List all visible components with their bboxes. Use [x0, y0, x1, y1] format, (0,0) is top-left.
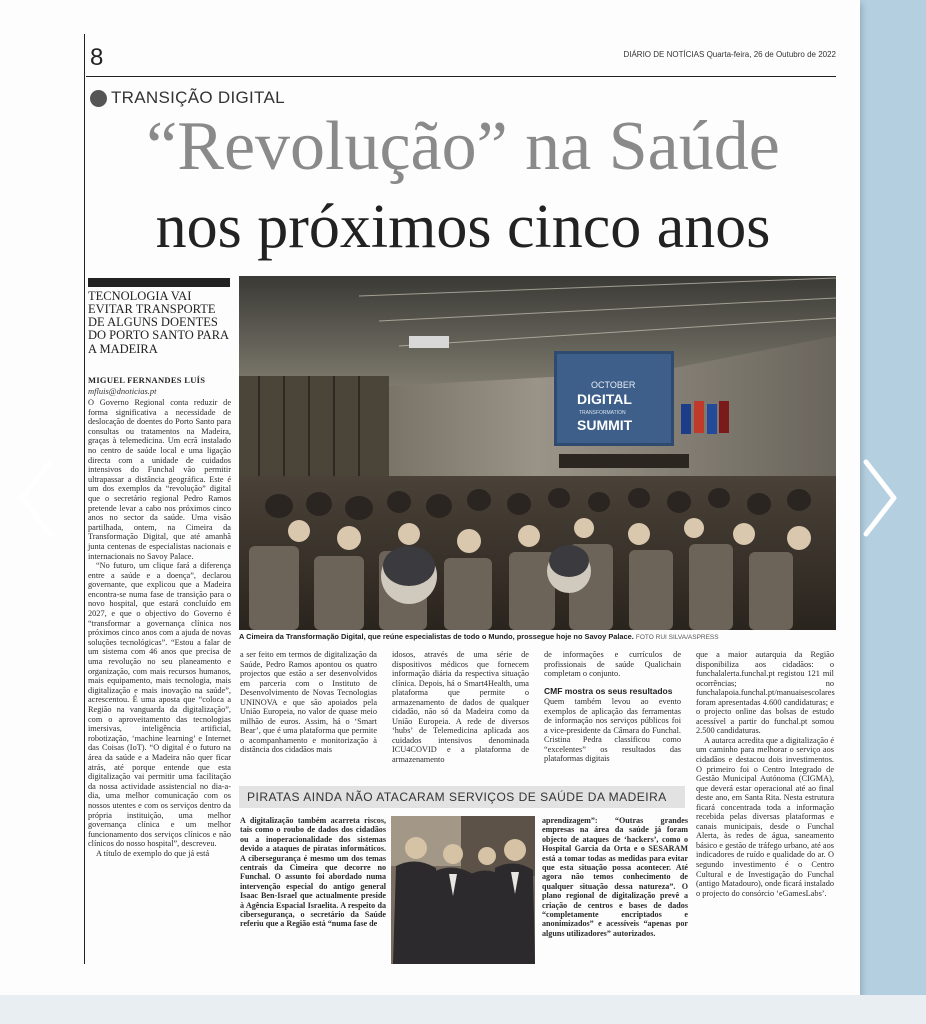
photo-credit: FOTO RUI SILVA/ASPRESS [635, 634, 719, 641]
author-email: mfluis@dnoticias.pt [88, 386, 157, 396]
sidebar-box-column-1: A digitalização também acarreta riscos, tais como o roubo de dados dos cidadãos ou a inoperacionalidade dos sistemas devido a ataques de piratas informáticos. A cibersegurança é mesmo um dos temas centrais da Cimeira que decorre no Funchal. O assunto foi abordado numa intervenção especial do antigo general Isaac Ben-Israel que actualmente preside à Agência Espacial Israelita. A respeito da cibersegurança, o secretário da Saúde referiu que a Região está “numa fase de [240, 816, 386, 929]
section-label [90, 88, 285, 108]
screen-text-summit: SUMMIT [577, 417, 633, 433]
subheadline: TECNOLOGIA VAI EVITAR TRANSPORTE DE ALGUNS DOENTES DO PORTO SANTO PARA A MADEIRA [88, 289, 229, 356]
screen-text-october: OCTOBER [591, 380, 636, 390]
article-column-2: a ser feito em termos de digitalização da Saúde, Pedro Ramos apontou os quatro projectos que estão a ser desenvolvidos em parceria com o Instituto de Desenvolvimento de Novas Tecnologias UNINOVA e que são apoiados pela União Europeia, no valor de quase meio milhão de euros. Assim, há o ‘Smart Bear’, que é uma plataforma que permite o acompanhamento e monitorização à distância dos cidadãos mais [240, 650, 377, 755]
newspaper-date-line: DIÁRIO DE NOTÍCIAS Quarta-feira, 26 de Outubro de 2022 [623, 50, 836, 59]
article-paragraph: Quem também levou ao evento exemplos de aplicação das ferramentas de informação nos serviços públicos foi a vice-presidente da Câmara do Funchal. Cristina Pedra classificou como “excelentes” os resultados das plataformas digitais [544, 697, 681, 764]
article-paragraph: de informações e currículos de profissionais de saúde Qualichain completam o conjunto. [544, 650, 681, 679]
viewer-bottom-bar [0, 995, 926, 1024]
article-paragraph: “No futuro, um clique fará a diferença entre a saúde e a doença”, declarou governante, que explicou que a Madeira encontra-se numa fase de transição para o novo hospital, que estará concluído em 2027, e que o objectivo do Governo é “transformar a governança clínica nos próximos cinco anos com a ajuda de novas soluções tecnológicas”. “Estou a falar de um sistema com 46 anos que precisa de uma revolução no seu planeamento e organização, com mais recursos humanos, mais equipamento, mais tecnologia, mais digitalização e mais inovação na saúde”, acrescentou. É uma aposta que “coloca a Região na vanguarda da digitalização”, com o aproveitamento das tecnologias imersivas, inteligência artificial, robotização, ‘machine learning’ e Internet das Coisas (IoT). “O digital é o futuro na área da saúde e a Madeira não quer ficar atrás, até porque entende que esta digitalização vai permitir uma facilitação da nossa actividade assistencial no dia-a-dia, uma melhor comunicação com os nossos utentes e com os serviços dentro da própria instituição, uma melhor governança clínica e um melhor funcionamento dos serviços clínicos e não clínicos do nosso hospital”, descreveu. [88, 561, 231, 849]
previous-page-arrow-icon[interactable] [16, 458, 56, 538]
caption-text: A Cimeira da Transformação Digital, que reúne especialistas de todo o Mundo, prossegue hoje no Savoy Palace. [239, 632, 634, 641]
sidebar-box-column-2: aprendizagem”: “Outras grandes empresas na área da saúde já foram objecto de ataques de ‘hackers’, como o Hospital Garcia da Orta e o SESARAM está a tomar todas as medidas para evitar que esta situação possa acontecer. Até agora não temos conhecimento de qualquer situação dessa natureza”. O plano regional de digitalização prevê a criação de centros e bases de dados “completamente encriptados e anonimizados” e acessíveis “apenas por alguns utilizadores” autorizados. [542, 816, 688, 938]
photo-caption [239, 632, 836, 641]
article-paragraph: O Governo Regional conta reduzir de forma significativa a necessidade de deslocação de doentes do Porto Santo para consultas ou tratamentos na Madeira, graças à telemedicina. Um ecrã instalado no centro de saúde local e uma ligação directa com a unidade de cuidados intensivos do Funchal vão permitir ultrapassar a distância geográfica. Este é um dos exemplos da “revolução” digital que o secretário regional Pedro Ramos pretende levar a cabo nos próximos cinco anos no sector da saúde. Uma visão partilhada, ontem, na Cimeira da Transformação Digital, que até amanhã junta centenas de especialistas nacionais e internacionais no Savoy Palace. [88, 398, 231, 561]
article-paragraph: A autarca acredita que a digitalização é um caminho para melhorar o serviço aos cidadãos e destacou dois investimentos. O primeiro foi o Centro Integrado de Gestão Municipal Autónoma (CIGMA), que deverá estar operacional até ao final deste ano, em Santa Rita. Nesta estrutura ficará concentrada toda a informação recebida pelas diversas plataformas e canais municipais, desde o Funchal Alerta, às redes de água, saneamento básico e gestão de tráfego urbano, até aos indicadores de ruído e qualidade do ar. O segundo investimento é o Centro Cultural e de Investigação do Funchal (antigo Matadouro), onde ficará instalado o projecto do consórcio ‘eGamesLabs’. [696, 735, 835, 898]
next-page-arrow-icon[interactable] [860, 458, 900, 538]
officials-photo [391, 816, 535, 964]
article-paragraph: que a maior autarquia da Região disponibiliza aos cidadãos: o funchalalerta.funchal.pt registou 121 mil ocorrências; no funchalapoia.funchal.pt/manuaisescolares foram apresentadas 4.600 candidaturas; e o projecto online das bolsas de estudo acessível a partir do funchal.pt somou 2.500 candidaturas. [696, 650, 835, 736]
screen-text-digital: DIGITAL [577, 391, 632, 407]
section-bullet-icon [90, 90, 107, 107]
screen-text-transformation: TRANSFORMATION [579, 410, 626, 416]
article-paragraph: A título de exemplo do que já está [96, 848, 210, 858]
article-column-3: idosos, através de uma série de dispositivos médicos que fornecem informação diária da respectiva situação clínica. Depois, há o Smart4Health, uma plataforma que permite o armazenamento de dados de qualquer cidadão, não só da Madeira como da União Europeia. A rede de diversos ‘hubs’ de Telemedicina aplicada aos cuidados intensivos denominada ICU4COVID e a plataforma de armazenamento [392, 650, 529, 765]
header-rule [86, 76, 836, 77]
cmf-subheading: CMF mostra os seus resultados [544, 685, 673, 696]
article-column-4 [544, 650, 681, 764]
sidebar-box-title: PIRATAS AINDA NÃO ATACARAM SERVIÇOS DE SAÚDE DA MADEIRA [239, 786, 685, 808]
headline-line-2: nos próximos cinco anos [155, 193, 771, 261]
page-number: 8 [90, 44, 104, 71]
section-label-text: TRANSIÇÃO DIGITAL [111, 88, 285, 107]
headline-line-1: “Revolução” na Saúde [146, 108, 780, 185]
conference-photo [239, 276, 836, 630]
article-column-5 [696, 650, 834, 965]
article-column-1 [88, 398, 231, 966]
author-byline: MIGUEL FERNANDES LUÍS [88, 375, 206, 385]
subheadline-bar [88, 278, 230, 287]
